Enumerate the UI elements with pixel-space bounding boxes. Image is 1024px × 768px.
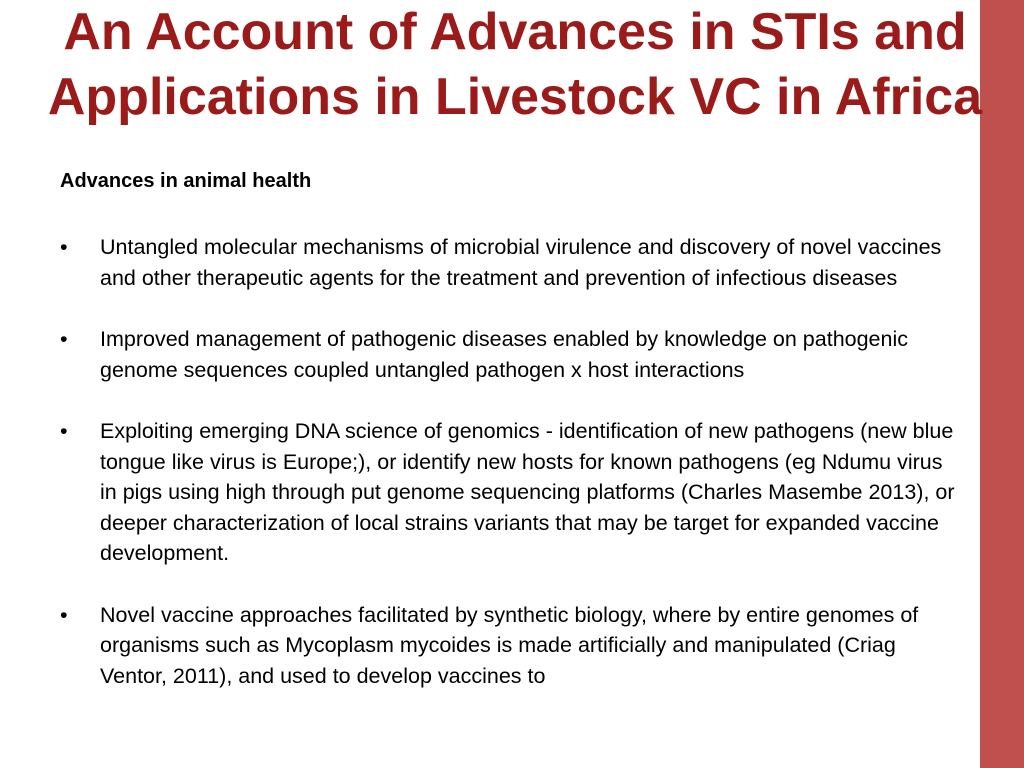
bullet-text: Improved management of pathogenic diseases enabled by knowledge on pathogenic genome sequences coupled untangled pathogen x host interactions bbox=[100, 327, 909, 382]
bullet-text: Untangled molecular mechanisms of microbial virulence and discovery of novel vaccines and other therapeutic agents for the treatment and prevention of infectious diseases bbox=[100, 235, 942, 290]
bullet-item bbox=[60, 324, 960, 385]
section-heading: Advances in animal health bbox=[60, 170, 312, 192]
bullet-list bbox=[60, 232, 960, 722]
bullet-text: Novel vaccine approaches facilitated by synthetic biology, where by entire genomes of organisms such as Mycoplasm mycoides is made artificially and manipulated (Criag Ventor, 2011), and used to develop vaccines to bbox=[100, 602, 919, 688]
slide-title: An Account of Advances in STIs and Applications in Livestock VC in Africa bbox=[47, 3, 983, 126]
bullet-icon: • bbox=[60, 327, 68, 351]
bullet-icon: • bbox=[60, 419, 68, 443]
bullet-icon: • bbox=[60, 602, 68, 627]
bullet-item bbox=[60, 600, 960, 692]
bullet-icon: • bbox=[60, 235, 68, 259]
bullet-item bbox=[60, 232, 960, 293]
bullet-text: Exploiting emerging DNA science of genomics - identification of new pathogens (new blue tongue like virus is Europe;), or identify new hosts for known pathogens (eg Ndumu virus in pigs using high through put genome sequencing platforms (Charles Masembe 2013), or deeper characterization of local strains variants that may be target for expanded vaccine development. bbox=[100, 419, 955, 565]
bullet-item bbox=[60, 416, 960, 569]
